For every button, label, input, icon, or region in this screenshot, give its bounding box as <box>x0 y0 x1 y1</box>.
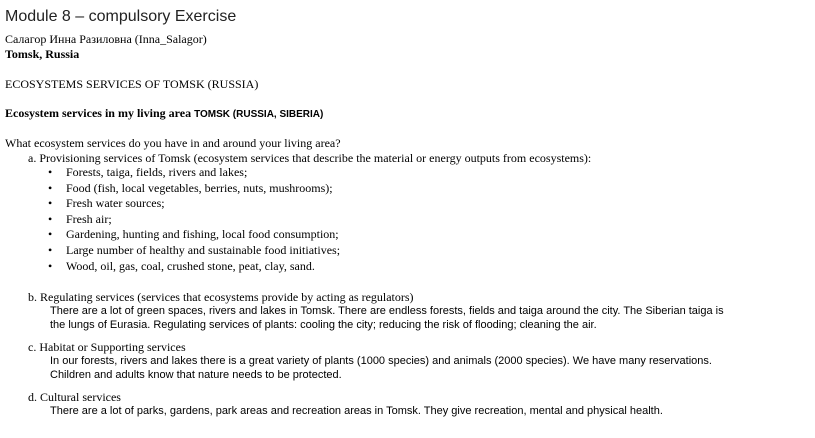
section-b-text-line: the lungs of Eurasia. Regulating services of plants: cooling the city; reducing the risk of flooding; cleaning the air. <box>50 319 597 331</box>
bullet-icon: • <box>48 242 53 257</box>
section-c-text-line: Children and adults know that nature needs to be protected. <box>50 369 342 381</box>
section-d-title: d. Cultural services <box>28 390 121 404</box>
sub-heading <box>5 106 323 122</box>
list-item: • Wood, oil, gas, coal, crushed stone, peat, clay, sand. <box>48 258 315 273</box>
question-text: What ecosystem services do you have in and around your living area? <box>5 136 341 150</box>
section-d-text-line: There are a lot of parks, gardens, park areas and recreation areas in Tomsk. They give recreation, mental and physical health. <box>50 405 663 417</box>
section-b-title: b. Regulating services (services that ecosystems provide by acting as regulators) <box>28 290 414 304</box>
document-title: Module 8 – compulsory Exercise <box>5 8 237 25</box>
list-item: • Fresh air; <box>48 211 112 226</box>
section-c-text-line: In our forests, rivers and lakes there is a great variety of plants (1000 species) and animals (2000 species). We have many reservations. <box>50 355 712 367</box>
author-location: Tomsk, Russia <box>5 47 80 61</box>
bullet-icon: • <box>48 165 53 179</box>
bullet-icon: • <box>48 180 53 195</box>
bullet-icon: • <box>48 227 53 242</box>
author-name: Салагор Инна Разиловна (Inna_Salagor) <box>5 32 207 46</box>
main-heading: ECOSYSTEMS SERVICES OF TOMSK (RUSSIA) <box>5 77 259 91</box>
provisioning-list <box>48 165 340 274</box>
bullet-icon: • <box>48 211 53 226</box>
bullet-icon: • <box>48 196 53 211</box>
list-item: • Large number of healthy and sustainable food initiatives; <box>48 242 341 257</box>
list-item: • Food (fish, local vegetables, berries, nuts, mushrooms); <box>48 180 333 195</box>
list-item: • Fresh water sources; <box>48 196 165 211</box>
section-a-title: a. Provisioning services of Tomsk (ecosystem services that describe the material or energy outputs from ecosystems): <box>28 151 592 165</box>
sub-heading-tail: TOMSK (RUSSIA, SIBERIA) <box>194 109 324 120</box>
section-c-title: c. Habitat or Supporting services <box>28 340 186 354</box>
sub-heading-lead: Ecosystem services in my living area <box>5 106 195 120</box>
list-item: • Forests, taiga, fields, rivers and lakes; <box>48 165 248 179</box>
section-b-text-line: There are a lot of green spaces, rivers and lakes in Tomsk. There are endless forests, fields and taiga around the city. The Siberian taiga is <box>50 305 724 317</box>
bullet-icon: • <box>48 258 53 273</box>
list-item: • Gardening, hunting and fishing, local food consumption; <box>48 227 339 242</box>
